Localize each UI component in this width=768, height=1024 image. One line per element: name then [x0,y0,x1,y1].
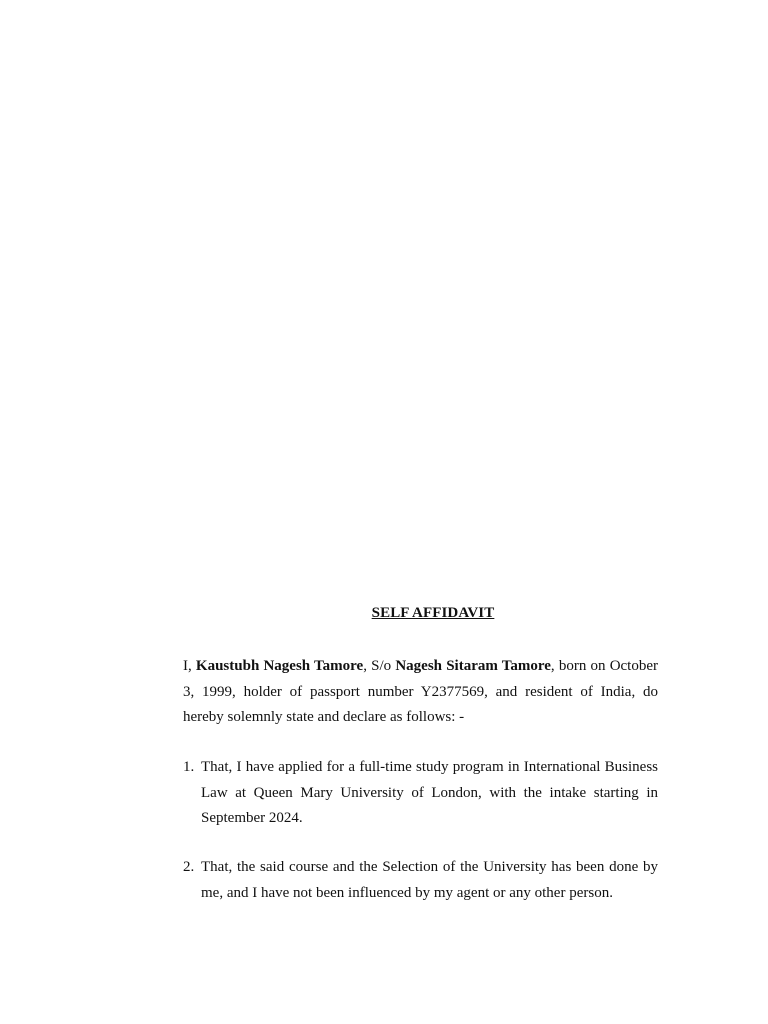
list-item-text: That, the said course and the Selection of the University has been done by me, and I have not been influenced by my agent or any other person. [201,859,658,901]
intro-rest: , born on October 3, 1999, holder of passport number Y2377569, and resident of India, do hereby solemnly state and declare as follows: - [183,658,659,725]
father-name: Nagesh Sitaram Tamore [395,658,551,674]
list-item [183,855,658,906]
list-item [183,755,658,832]
list-item-number: 2. [183,859,195,875]
intro-prefix: I, [183,658,196,674]
list-item-number: 1. [183,759,195,775]
document-title: SELF AFFIDAVIT [371,605,495,621]
list-item-text: That, I have applied for a full-time study program in International Business Law at Queen Mary University of London, with the intake starting in September 2024. [201,759,658,826]
intro-paragraph [183,654,658,731]
intro-relation: , S/o [363,658,396,674]
deponent-name: Kaustubh Nagesh Tamore [195,658,364,674]
